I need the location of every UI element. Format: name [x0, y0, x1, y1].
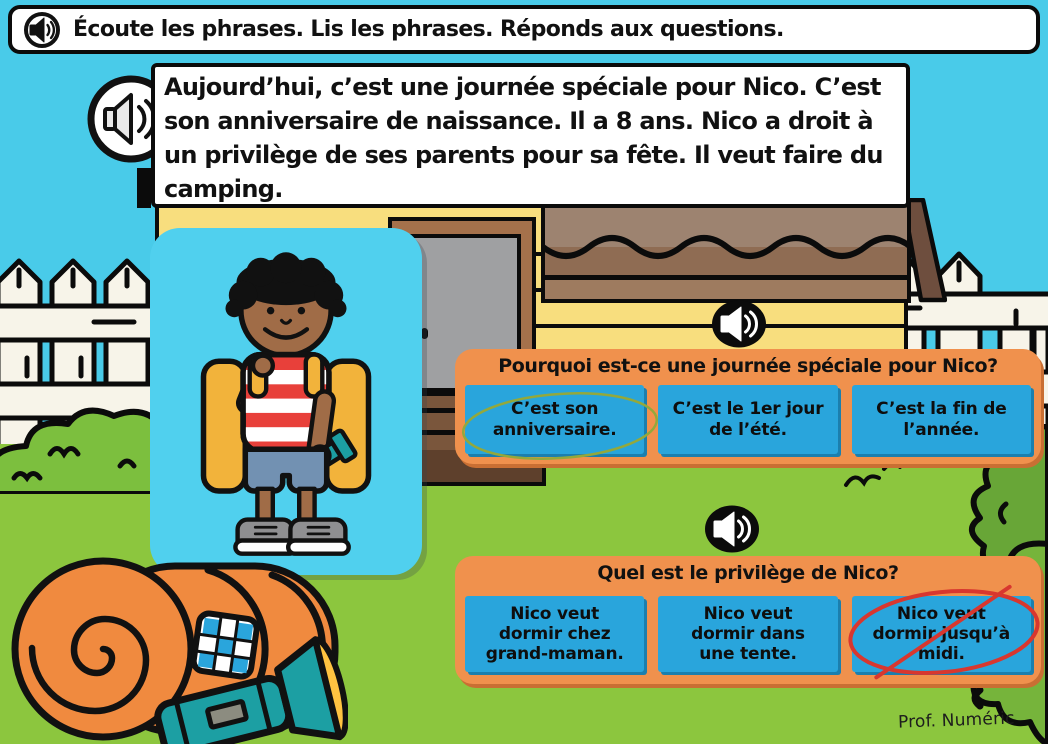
- question-panel-2: [455, 556, 1041, 684]
- house-roof-awning: [541, 201, 911, 303]
- instructions-bar: [8, 5, 1040, 54]
- audio-speaker-icon[interactable]: [23, 11, 61, 49]
- answer-q1-a[interactable]: C’est son anniversaire.: [465, 385, 644, 454]
- boy-character: [168, 238, 404, 568]
- watermark: Prof. Numéric: [897, 708, 1016, 733]
- answer-q2-b[interactable]: Nico veut dormir dans une tente.: [658, 596, 837, 672]
- audio-button-question-2[interactable]: [704, 504, 760, 554]
- answer-q2-a[interactable]: Nico veut dormir chez grand-maman.: [465, 596, 644, 672]
- question-1-answers: [465, 385, 1031, 454]
- question-panel-1: [455, 349, 1041, 464]
- answer-q1-c[interactable]: C’est la fin de l’année.: [852, 385, 1031, 454]
- question-2-answers: [465, 596, 1031, 672]
- question-2-prompt: Quel est le privilège de Nico?: [597, 562, 899, 584]
- answer-q1-b[interactable]: C’est le 1er jour de l’été.: [658, 385, 837, 454]
- roof-edge: [137, 168, 151, 208]
- passage-text: Aujourd’hui, c’est une journée spéciale pour Nico. C’est son anniversaire de naissance. Il a 8 ans. Nico a droit à un privilège de ses parents pour sa fête. Il veut faire du camping.: [164, 73, 883, 203]
- question-1-prompt: Pourquoi est-ce une journée spéciale pour Nico?: [498, 355, 998, 377]
- door-knob: [421, 328, 428, 339]
- audio-button-question-1[interactable]: [711, 299, 767, 349]
- answer-q2-c[interactable]: Nico veut dormir jusqu’à midi.: [852, 596, 1031, 672]
- character-card: [150, 228, 422, 575]
- sleeping-bag: [0, 554, 348, 744]
- instructions-text: Écoute les phrases. Lis les phrases. Réponds aux questions.: [73, 17, 784, 42]
- passage-box: [151, 63, 910, 208]
